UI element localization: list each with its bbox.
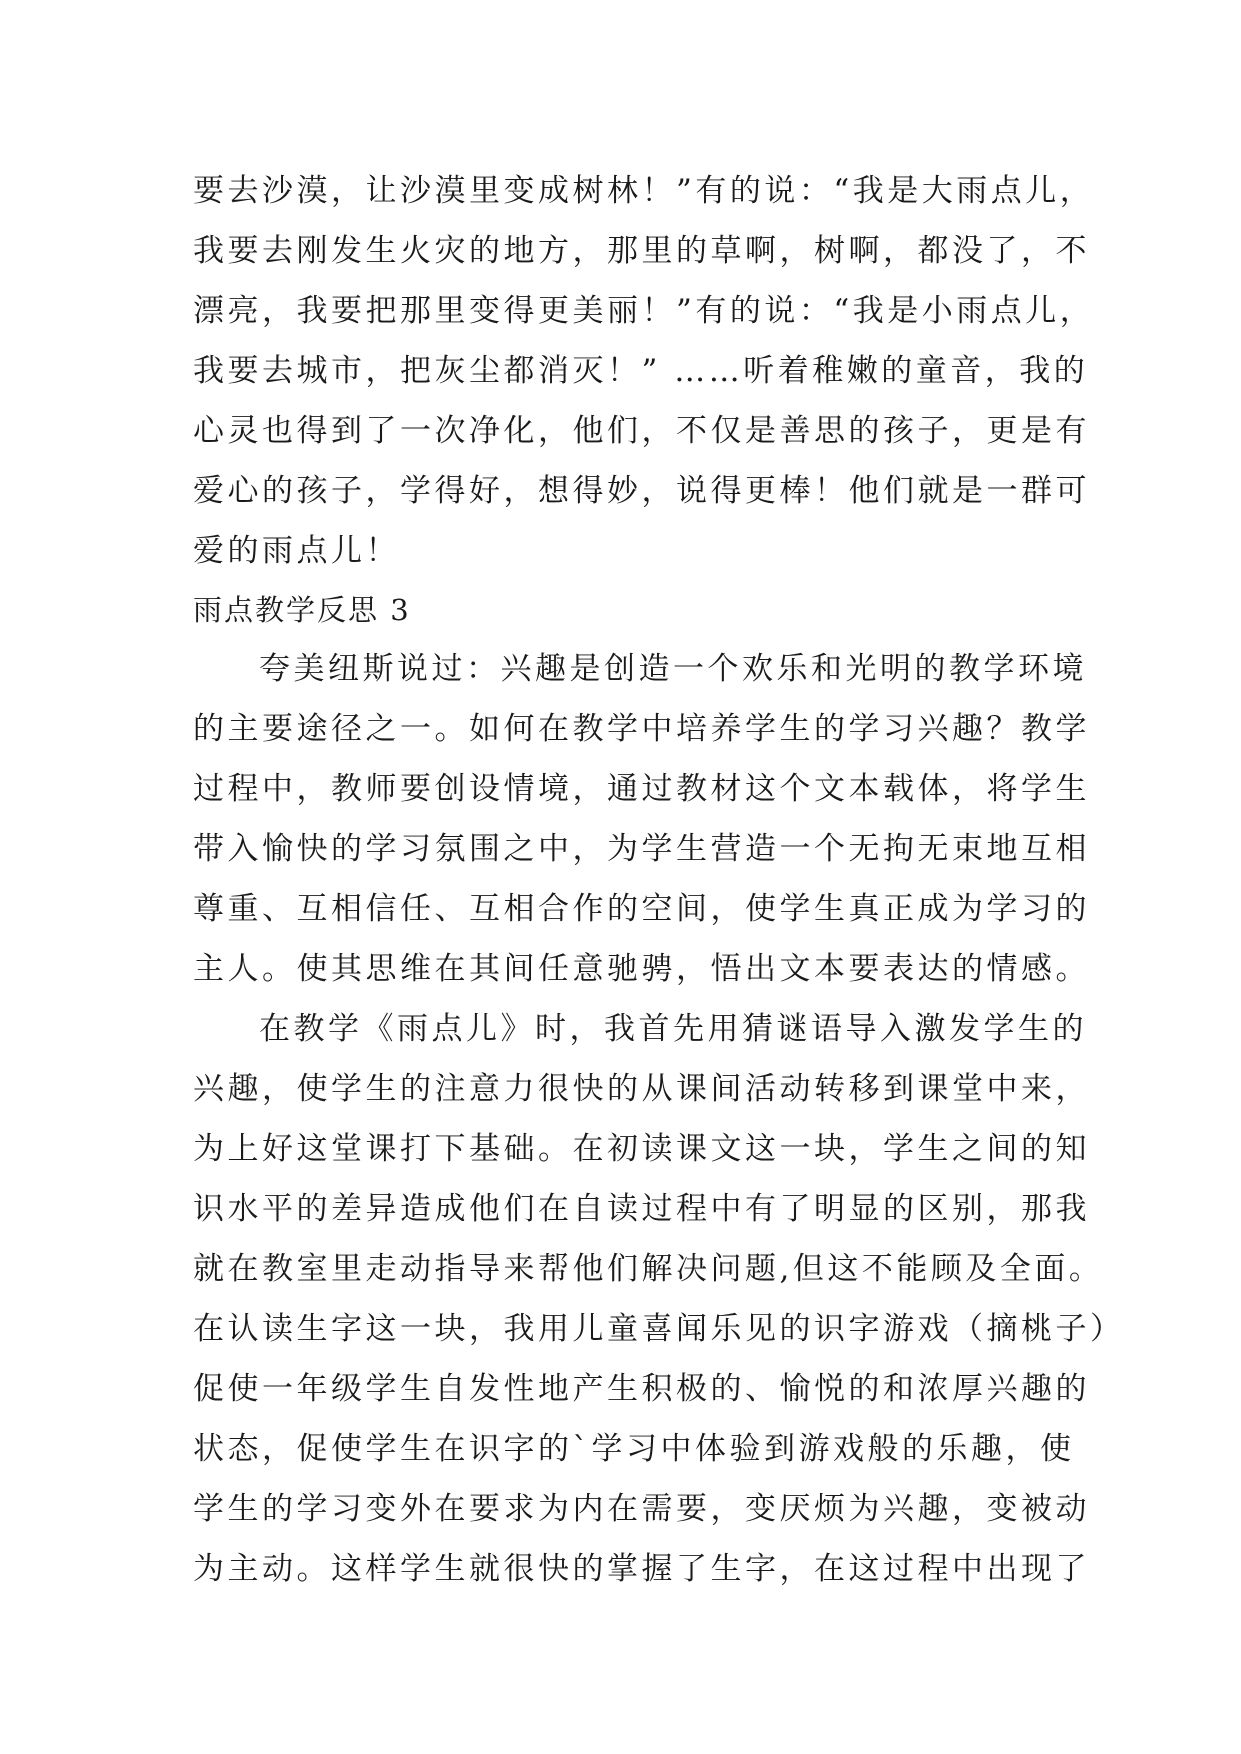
text-line: 漂亮，我要把那里变得更美丽！”有的说：“我是小雨点儿， (193, 293, 1095, 329)
text-line: 学生的学习变外在要求为内在需要，变厌烦为兴趣，变被动 (193, 1491, 1090, 1527)
section-heading: 雨点教学反思 3 (193, 593, 411, 627)
text-line: 过程中，教师要创设情境，通过教材这个文本载体，将学生 (193, 771, 1090, 807)
text-line: 为上好这堂课打下基础。在初读课文这一块，学生之间的知 (193, 1131, 1090, 1167)
text-line: 促使一年级学生自发性地产生积极的、愉悦的和浓厚兴趣的 (193, 1371, 1090, 1407)
text-line: 兴趣，使学生的注意力很快的从课间活动转移到课堂中来， (193, 1071, 1090, 1107)
text-line: 在认读生字这一块，我用儿童喜闻乐见的识字游戏（摘桃子） (193, 1311, 1125, 1347)
paragraph-1 (193, 639, 1090, 999)
text-line: 在教学《雨点儿》时，我首先用猜谜语导入激发学生的 (259, 1011, 1087, 1047)
text-line: 为主动。这样学生就很快的掌握了生字，在这过程中出现了 (193, 1551, 1090, 1587)
document-body (193, 161, 1125, 1599)
text-line: 尊重、互相信任、互相合作的空间，使学生真正成为学习的 (193, 891, 1090, 927)
text-line: 的主要途径之一。如何在教学中培养学生的学习兴趣？教学 (193, 711, 1090, 747)
text-line: 带入愉快的学习氛围之中，为学生营造一个无拘无束地互相 (193, 831, 1090, 867)
continuation-paragraph (193, 161, 1095, 581)
text-line: 我要去刚发生火灾的地方，那里的草啊，树啊，都没了，不 (193, 233, 1090, 269)
text-line: 就在教室里走动指导来帮他们解决问题,但这不能顾及全面。 (193, 1251, 1104, 1287)
text-line: 识水平的差异造成他们在自读过程中有了明显的区别，那我 (193, 1191, 1090, 1227)
text-line: 夸美纽斯说过：兴趣是创造一个欢乐和光明的教学环境 (259, 651, 1087, 687)
text-line: 心灵也得到了一次净化，他们，不仅是善思的孩子，更是有 (193, 413, 1090, 449)
text-line: 状态，促使学生在识字的`学习中体验到游戏般的乐趣，使 (193, 1431, 1075, 1467)
text-line: 爱心的孩子，学得好，想得妙，说得更棒！他们就是一群可 (193, 473, 1090, 509)
text-line: 我要去城市，把灰尘都消灭！” ……听着稚嫩的童音，我的 (193, 353, 1089, 389)
text-line: 主人。使其思维在其间任意驰骋，悟出文本要表达的情感。 (193, 951, 1090, 987)
paragraph-2 (193, 999, 1125, 1599)
text-line: 爱的雨点儿！ (193, 533, 400, 569)
text-line: 要去沙漠，让沙漠里变成树林！”有的说：“我是大雨点儿， (193, 173, 1095, 209)
